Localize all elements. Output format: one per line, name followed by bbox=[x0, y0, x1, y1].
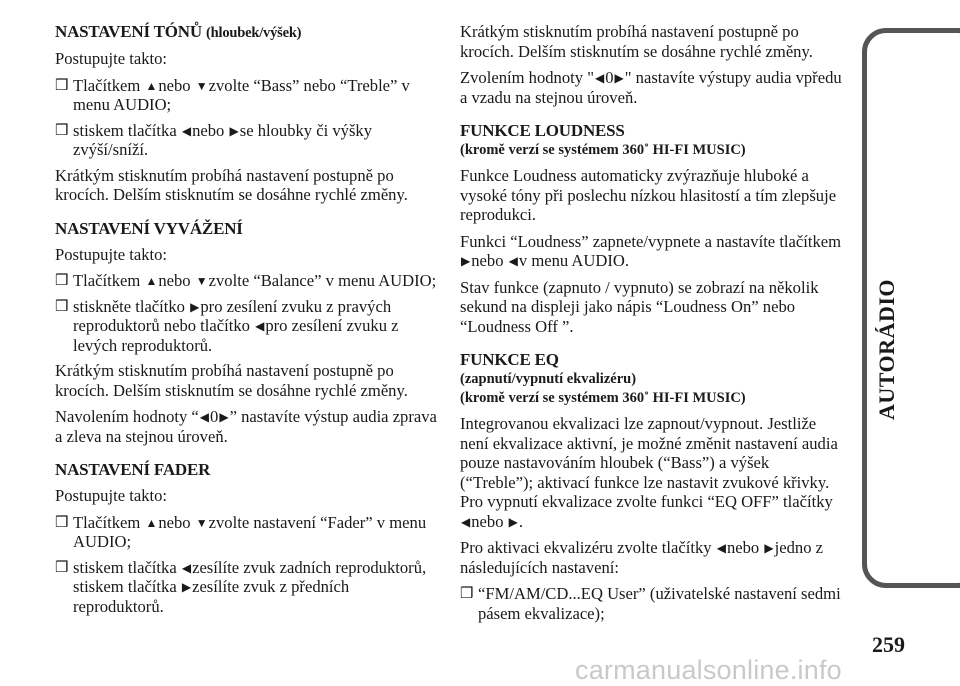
arrow-up-icon: ▲ bbox=[145, 274, 158, 288]
arrow-left-icon: ◀ bbox=[716, 541, 726, 555]
balance-intro: Postupujte takto: bbox=[55, 244, 168, 264]
loudness-p2: Funkci “Loudness” zapnete/vypnete a nastavíte tlačítkem ▶nebo ◀v menu AUDIO. bbox=[460, 231, 842, 270]
section-subtitle: (kromě verzí se systémem 360˚ HI-FI MUSIC) bbox=[460, 390, 746, 406]
arrow-right-icon: ▶ bbox=[229, 123, 239, 138]
chapter-tab-label: AUTORÁDIO bbox=[874, 278, 899, 420]
balance-zero-note: Navolením hodnoty “◀0▶” nastavíte výstup audia zprava a zleva na stejnou úroveň. bbox=[55, 407, 437, 446]
section-title-eq: FUNKCE EQ bbox=[460, 350, 559, 369]
section-subtitle: (kromě verzí se systémem 360˚ HI-FI MUSIC) bbox=[460, 142, 746, 158]
arrow-up-icon: ▲ bbox=[145, 515, 158, 530]
loudness-p1: Funkce Loudness automaticky zvýrazňuje hluboké a vysoké tóny při poslechu nízkou hlasitostí a tím zlepšuje reprodukci. bbox=[460, 166, 837, 224]
list-item: ❒ stiskem tlačítka ◀zesílíte zvuk zadních reproduktorů, stiskem tlačítka ▶zesílíte zvuk z předních reproduktorů. bbox=[55, 557, 427, 616]
fader-intro: Postupujte takto: bbox=[55, 486, 168, 505]
checkbox-bullet-icon: ❒ bbox=[460, 586, 474, 602]
arrow-left-icon: ◀ bbox=[181, 560, 192, 575]
section-title-fader: NASTAVENÍ FADER bbox=[55, 460, 211, 479]
list-item: ❒ stiskem tlačítka ◀nebo ▶se hloubky či výšky zvýší/sníží. bbox=[55, 120, 373, 159]
loudness-heading bbox=[460, 121, 845, 160]
checkbox-bullet-icon: ❒ bbox=[55, 77, 69, 94]
eq-heading bbox=[460, 350, 845, 408]
checkbox-bullet-icon: ❒ bbox=[55, 298, 69, 315]
arrow-left-icon: ◀ bbox=[181, 123, 192, 138]
section-title-balance: NASTAVENÍ VYVÁŽENÍ bbox=[55, 218, 243, 238]
balance-heading bbox=[55, 219, 440, 239]
tone-heading bbox=[55, 22, 440, 43]
arrow-left-icon: ◀ bbox=[199, 410, 210, 424]
checkbox-bullet-icon: ❒ bbox=[55, 122, 69, 139]
list-item: ❒ Tlačítkem ▲nebo ▼zvolte nastavení “Fader” v menu AUDIO; bbox=[55, 512, 427, 551]
balance-note: Krátkým stisknutím probíhá nastavení postupně po krocích. Delším stisknutím se dosáhne rychlé změny. bbox=[55, 361, 408, 400]
arrow-left-icon: ◀ bbox=[594, 71, 605, 85]
arrow-left-icon: ◀ bbox=[255, 319, 265, 333]
eq-p1: Integrovanou ekvalizaci lze zapnout/vypnout. Jestliže není ekvalizace aktivní, je možné změnit nastavení audia pouze nastavováním hloubek (“Bass”) a výšek (“Treble”); aktivací funkce lze nastavit zvukové křivky. Pro vypnutí ekvalizace zvolte funkci “EQ OFF” tlačítky ◀nebo ▶. bbox=[460, 414, 838, 531]
arrow-left-icon: ◀ bbox=[508, 254, 518, 268]
list-item: ❒ Tlačítkem ▲nebo ▼zvolte “Bass” nebo “Treble” v menu AUDIO; bbox=[55, 75, 410, 114]
list-item: ❒ Tlačítkem ▲nebo ▼zvolte “Balance” v menu AUDIO; bbox=[55, 271, 437, 290]
arrow-right-icon: ▶ bbox=[764, 541, 774, 555]
fader-heading bbox=[55, 460, 440, 480]
tone-note: Krátkým stisknutím probíhá nastavení postupně po krocích. Delším stisknutím se dosáhne rychlé změny. bbox=[55, 165, 408, 204]
arrow-down-icon: ▼ bbox=[195, 515, 208, 530]
right-column bbox=[460, 22, 845, 629]
list-item: ❒ “FM/AM/CD...EQ User” (uživatelské nastavení sedmi pásem ekvalizace); bbox=[460, 584, 841, 623]
fader-note: Krátkým stisknutím probíhá nastavení postupně po krocích. Delším stisknutím se dosáhne rychlé změny. bbox=[460, 22, 813, 61]
checkbox-bullet-icon: ❒ bbox=[55, 273, 69, 289]
watermark: carmanualsonline.info bbox=[575, 655, 842, 685]
tone-intro: Postupujte takto: bbox=[55, 49, 168, 68]
arrow-right-icon: ▶ bbox=[190, 299, 200, 314]
arrow-right-icon: ▶ bbox=[181, 580, 192, 594]
eq-p2: Pro aktivaci ekvalizéru zvolte tlačítky ◀nebo ▶jedno z následujících nastavení: bbox=[460, 538, 824, 577]
arrow-down-icon: ▼ bbox=[195, 274, 208, 288]
checkbox-bullet-icon: ❒ bbox=[55, 559, 69, 576]
arrow-up-icon: ▲ bbox=[145, 78, 158, 93]
arrow-down-icon: ▼ bbox=[195, 78, 208, 93]
arrow-left-icon: ◀ bbox=[461, 514, 471, 529]
arrow-right-icon: ▶ bbox=[508, 514, 518, 529]
loudness-p3: Stav funkce (zapnuto / vypnuto) se zobrazí na několik sekund na displeji jako nápis “Loudness On” nebo “Loudness Off ”. bbox=[460, 277, 819, 336]
arrow-right-icon: ▶ bbox=[614, 71, 624, 85]
section-title-loudness: FUNKCE LOUDNESS bbox=[460, 121, 625, 140]
section-subtitle: (zapnutí/vypnutí ekvalizéru) bbox=[460, 371, 637, 387]
arrow-right-icon: ▶ bbox=[461, 254, 471, 268]
checkbox-bullet-icon: ❒ bbox=[55, 514, 69, 531]
arrow-right-icon: ▶ bbox=[219, 410, 229, 424]
page-number: 259 bbox=[872, 632, 905, 657]
fader-zero-note: Zvolením hodnoty "◀0▶" nastavíte výstupy audia vpředu a vzadu na stejnou úroveň. bbox=[460, 68, 842, 107]
list-item: ❒ stiskněte tlačítko ▶pro zesílení zvuku z pravých reproduktorů nebo tlačítko ◀pro zesílení zvuku z levých reproduktorů. bbox=[55, 296, 399, 355]
left-column bbox=[55, 22, 440, 622]
section-title-tone: NASTAVENÍ TÓNŮ (hloubek/výšek) bbox=[55, 22, 302, 41]
